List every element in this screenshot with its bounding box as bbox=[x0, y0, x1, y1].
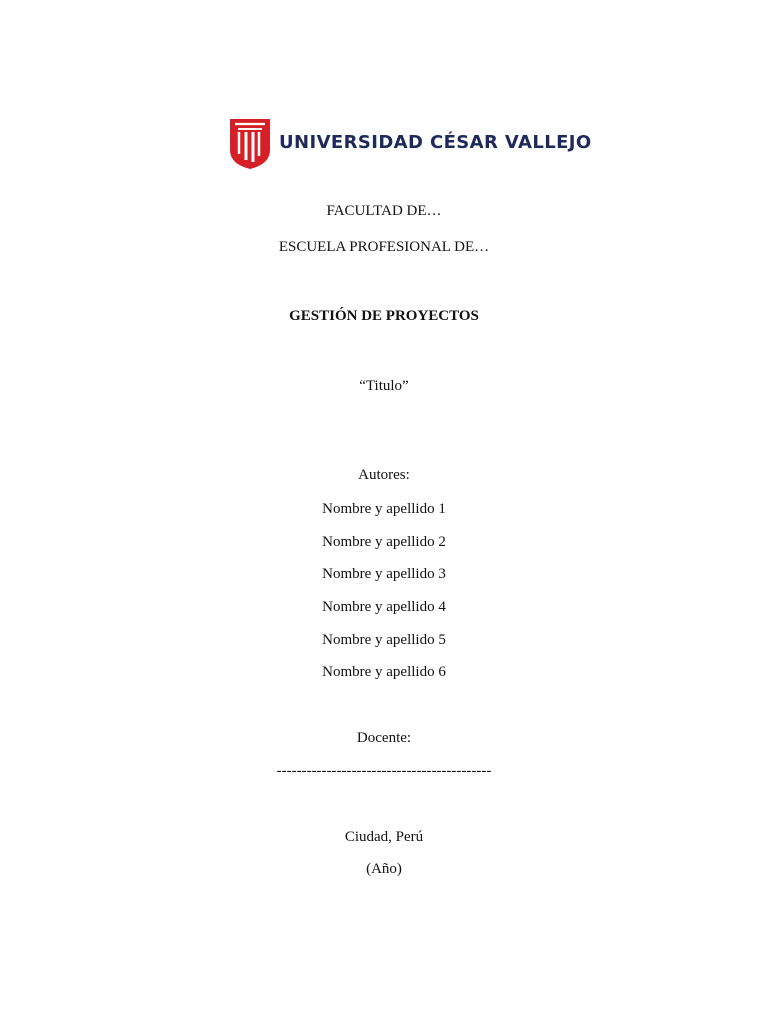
document-title: “Titulo” bbox=[359, 378, 409, 394]
location-line: Ciudad, Perú bbox=[344, 829, 424, 845]
author-name-6: Nombre y apellido 6 bbox=[322, 664, 446, 680]
author-name-2: Nombre y apellido 2 bbox=[322, 534, 446, 550]
course-title: GESTIÓN DE PROYECTOS bbox=[289, 308, 479, 324]
teacher-label: Docente: bbox=[356, 730, 412, 746]
teacher-name-placeholder: ------------------------------------------- bbox=[276, 763, 492, 779]
university-logo bbox=[229, 118, 592, 170]
university-name: UNIVERSIDAD CÉSAR VALLEJO bbox=[279, 132, 592, 153]
author-name-5: Nombre y apellido 5 bbox=[322, 632, 446, 648]
school-line: ESCUELA PROFESIONAL DE… bbox=[278, 239, 490, 255]
author-name-1: Nombre y apellido 1 bbox=[322, 501, 446, 517]
authors-label: Autores: bbox=[358, 467, 410, 483]
author-name-3: Nombre y apellido 3 bbox=[322, 566, 446, 582]
faculty-line: FACULTAD DE… bbox=[326, 203, 442, 219]
university-shield-icon bbox=[229, 118, 271, 170]
year-line: (Año) bbox=[366, 861, 402, 877]
author-name-4: Nombre y apellido 4 bbox=[322, 599, 446, 615]
